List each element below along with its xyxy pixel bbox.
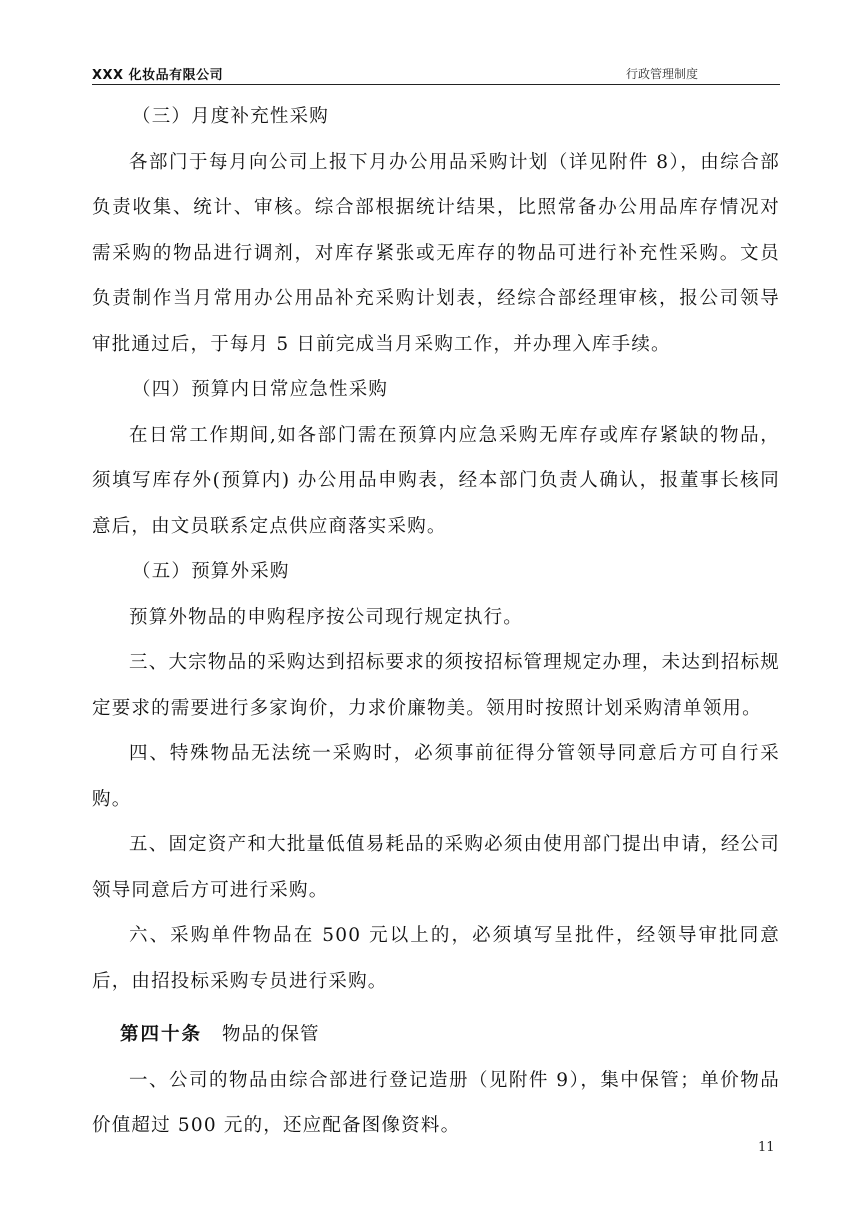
- paragraph-single-item-500: 六、采购单件物品在 500 元以上的，必须填写呈批件，经领导审批同意后，由招投标采购专员进行采购。: [92, 925, 780, 992]
- paragraph-item-storage: 一、公司的物品由综合部进行登记造册（见附件 9），集中保管；单价物品价值超过 500 元的，还应配备图像资料。: [92, 1069, 780, 1136]
- company-name: XXX 化妆品有限公司: [92, 68, 224, 83]
- article-heading: [92, 1012, 780, 1058]
- paragraph-emergency-procurement: 在日常工作期间,如各部门需在预算内应急采购无库存或库存紧缺的物品，须填写库存外(预算内) 办公用品申购表，经本部门负责人确认，报董事长核同意后，由文员联系定点供应商落实采购。: [92, 424, 780, 537]
- document-title: 行政管理制度: [625, 67, 698, 81]
- paragraph-special-items: 四、特殊物品无法统一采购时，必须事前征得分管领导同意后方可自行采购。: [92, 743, 780, 810]
- article-number: 第四十条: [120, 1024, 203, 1045]
- page-number: 11: [758, 1140, 775, 1155]
- document-body: [92, 94, 780, 1149]
- page-header: [92, 62, 780, 85]
- paragraph-fixed-assets: 五、固定资产和大批量低值易耗品的采购必须由使用部门提出申请，经公司领导同意后方可进行采购。: [92, 834, 780, 901]
- section-heading-3: （三）月度补充性采购: [132, 106, 330, 127]
- paragraph-bulk-items: 三、大宗物品的采购达到招标要求的须按招标管理规定办理，未达到招标规定要求的需要进行多家询价，力求价廉物美。领用时按照计划采购清单领用。: [92, 652, 780, 719]
- article-title: 物品的保管: [222, 1024, 320, 1045]
- section-heading-5: （五）预算外采购: [132, 561, 290, 582]
- paragraph-monthly-procurement: 各部门于每月向公司上报下月办公用品采购计划（详见附件 8），由综合部负责收集、统计、审核。综合部根据统计结果，比照常备办公用品库存情况对需采购的物品进行调剂，对库存紧张或无库存的物品可进行补充性采购。文员负责制作当月常用办公用品补充采购计划表，经综合部经理审核，报公司领导审批通过后，于每月 5 日前完成当月采购工作，并办理入库手续。: [92, 151, 780, 355]
- section-heading-4: （四）预算内日常应急性采购: [132, 379, 389, 400]
- paragraph-off-budget: 预算外物品的申购程序按公司现行规定执行。: [129, 606, 524, 628]
